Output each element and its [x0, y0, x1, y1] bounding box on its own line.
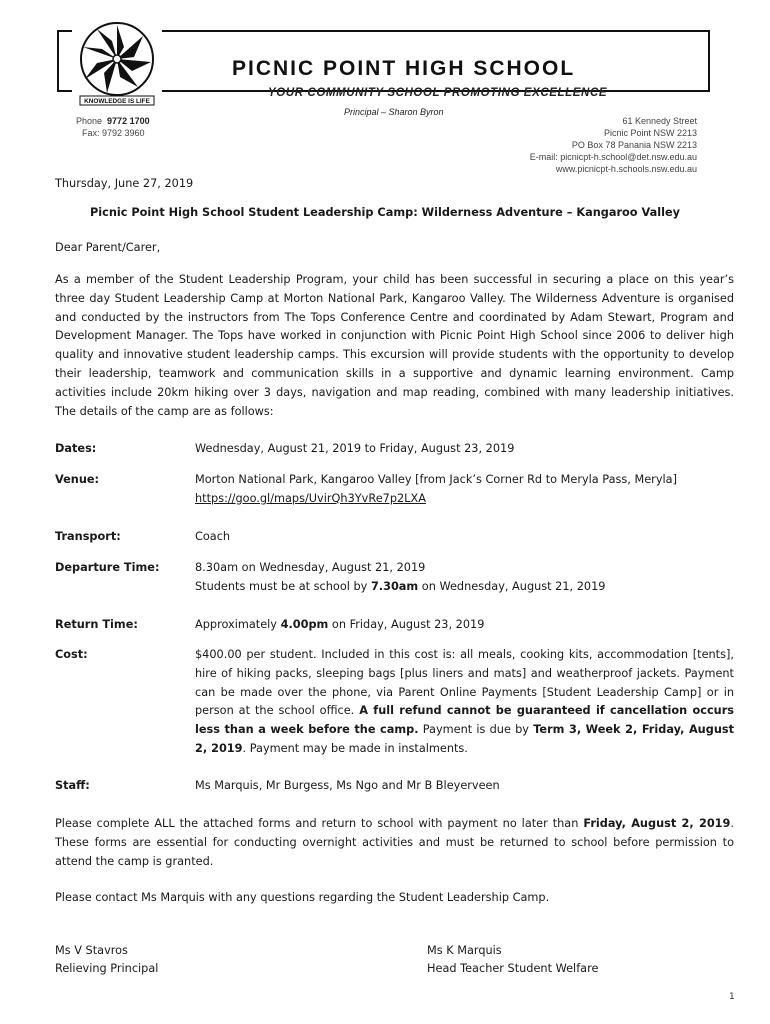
payment-due-date: Term 3, Week 2, Friday, August 2, 2019: [195, 723, 734, 755]
transport-label: Transport:: [55, 530, 121, 543]
address-suburb: Picnic Point NSW 2213: [603, 128, 697, 138]
venue-label: Venue:: [55, 473, 100, 486]
signature-head-teacher: [427, 942, 598, 978]
school-emblem-icon: [72, 17, 162, 107]
return-date: on Friday, August 23, 2019: [328, 618, 485, 631]
forms-note: . These forms are essential for conducting overnight activities and must be returned to school before permission to attend the camp is granted.: [55, 817, 734, 868]
dates-value: Wednesday, August 21, 2019 to Friday, August 23, 2019: [195, 442, 515, 455]
cost-value: [195, 646, 734, 759]
letter-title: Picnic Point High School Student Leadership Camp: Wilderness Adventure – Kangaroo Valley: [89, 206, 681, 219]
signatory-role: Relieving Principal: [55, 962, 159, 975]
cost-due-prefix: Payment is due by: [418, 723, 534, 737]
cost-description: $400.00 per student. Included in this cost is: all meals, cooking kits, accommodation [tents], hire of hiking packs, sleeping bags [plus liners and mats] and weatherproof jackets. Payment can be made over the phone, via Parent Online Payments [Student Leadership Camp] or in person at the school office.: [195, 648, 734, 718]
transport-value: Coach: [195, 530, 231, 543]
school-address-block: [530, 115, 697, 175]
school-tagline: YOUR COMMUNITY SCHOOL PROMOTING EXCELLENCE: [268, 87, 608, 99]
venue-text: Morton National Park, Kangaroo Valley [from Jack’s Corner Rd to Meryla Pass, Meryla]: [195, 473, 677, 486]
return-value: [195, 616, 734, 635]
departure-note-time: 7.30am: [370, 579, 419, 593]
signatory-name: Ms V Stavros: [55, 944, 128, 957]
page-number: 1: [729, 992, 735, 1002]
departure-value: [195, 559, 734, 597]
venue-value: [195, 471, 734, 509]
contact-phone-block: [76, 115, 150, 139]
departure-note-date: on Wednesday, August 21, 2019: [418, 579, 606, 593]
principal-name: Principal – Sharon Byron: [344, 107, 444, 117]
departure-time: 8.30am on Wednesday, August 21, 2019: [195, 561, 426, 574]
signatory-name: Ms K Marquis: [427, 944, 502, 957]
phone-number: 9772 1700: [107, 116, 150, 126]
departure-note: [195, 578, 734, 597]
school-logo: [72, 17, 162, 107]
return-time: 4.00pm: [280, 618, 329, 631]
forms-deadline: Friday, August 2, 2019: [583, 817, 731, 830]
cost-instalments: . Payment may be made in instalments.: [242, 741, 468, 755]
departure-note-text: Students must be at school by: [195, 579, 371, 593]
intro-paragraph: As a member of the Student Leadership Program, your child has been successful in securing a place on this year’s three day Student Leadership Camp at Morton National Park, Kangaroo Valley. The Wilderness Adventure is organised and conducted by the instructors from The Tops Conference Centre and coordinated by Adam Stewart, Program and Development Manager. The Tops have worked in conjunction with Picnic Point High School since 2006 to deliver high quality and innovative student leadership camps. This excursion will provide students with the opportunity to develop their leadership, teamwork and communication skills in a supportive and dynamic learning environment. Camp activities include 20km hiking over 3 days, navigation and map reading, combined with many leadership initiatives. The details of the camp are as follows:: [55, 273, 734, 418]
address-email: E-mail: picnicpt-h.school@det.nsw.edu.au: [529, 152, 697, 162]
refund-warning: A full refund cannot be guaranteed if cancellation occurs less than a week before the camp.: [195, 704, 734, 737]
logo-motto: KNOWLEDGE IS LIFE: [84, 98, 150, 105]
dates-label: Dates:: [55, 442, 97, 455]
contact-paragraph: Please contact Ms Marquis with any questions regarding the Student Leadership Camp.: [55, 891, 550, 904]
address-street: 61 Kennedy Street: [622, 116, 697, 126]
departure-label: Departure Time:: [55, 561, 160, 574]
salutation: Dear Parent/Carer,: [55, 241, 161, 254]
return-label: Return Time:: [55, 618, 138, 631]
staff-label: Staff:: [55, 779, 90, 792]
signature-principal: [55, 942, 158, 978]
school-name: PICNIC POINT HIGH SCHOOL: [232, 57, 576, 80]
fax-number: Fax: 9792 3960: [82, 128, 145, 138]
venue-map-link[interactable]: https://goo.gl/maps/UvirQh3YvRe7p2LXA: [195, 491, 426, 505]
address-po-box: PO Box 78 Panania NSW 2213: [571, 140, 697, 150]
staff-value: Ms Marquis, Mr Burgess, Ms Ngo and Mr B Bleyerveen: [195, 779, 500, 792]
return-prefix: Approximately: [195, 618, 281, 631]
forms-text: Please complete ALL the attached forms and return to school with payment no later than: [55, 817, 584, 830]
address-website: www.picnicpt-h.schools.nsw.edu.au: [555, 164, 697, 174]
phone-label: Phone: [76, 116, 103, 126]
letter-date: Thursday, June 27, 2019: [55, 177, 194, 190]
forms-paragraph: [55, 815, 734, 871]
cost-label: Cost:: [55, 648, 88, 661]
signatory-role: Head Teacher Student Welfare: [427, 962, 599, 975]
